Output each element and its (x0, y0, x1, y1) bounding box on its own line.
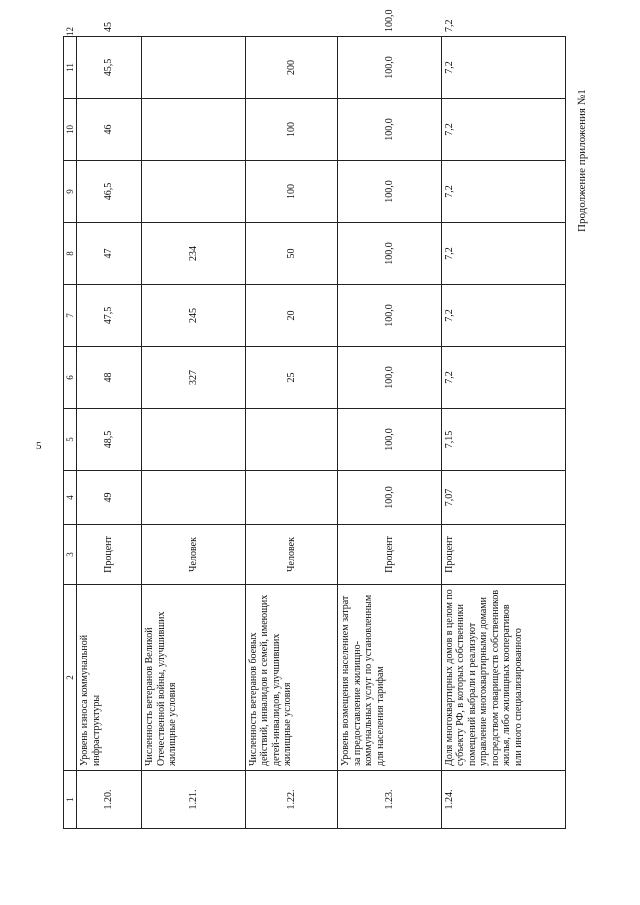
value-cell-col-7: 100,0 (338, 285, 441, 347)
value-cell-col-7: 20 (245, 285, 338, 347)
page-number: 5 (36, 440, 42, 452)
unit-of-measure: Человек (142, 525, 245, 585)
value-cell-col-8: 100,0 (338, 223, 441, 285)
unit-of-measure: Человек (245, 525, 338, 585)
value-cell-col-6: 48 (77, 347, 142, 409)
row-number: 1.21. (142, 771, 245, 829)
value-cell-col-7: 47,5 (77, 285, 142, 347)
table-row: 1.23. Уровень возмещения населением затрат за предоставление жилищно-коммунальных услуг по установленным для населения тарифам Процент 100,0 100,0 100,0 100,0 100,0 100,0 100,0 100,0 100,0 (338, 37, 441, 829)
value-cell-col-11: 45,5 (77, 37, 142, 99)
indicator-name: Уровень возмещения населением затрат за предоставление жилищно-коммунальных услуг по установленным для населения тарифам (338, 585, 441, 771)
value-cell-col-10: 100 (245, 99, 338, 161)
table-row: 1.24. Доля многоквартирных домов в целом по субъекту РФ, в которых собственники помещений выбрали и реализуют управление многоквартирными домами посредством товариществ собственников жилья, либо жилищных кооперативов или иного специализированного Процент 7,07 7,15 7,2 7,2 7,2 7,2 7,2 7,2 7,2 (441, 37, 565, 829)
value-cell-col-6: 100,0 (338, 347, 441, 409)
value-cell-col-4 (142, 471, 245, 525)
column-number-8: 8 (64, 223, 77, 285)
value-cell-col-7: 245 (142, 285, 245, 347)
column-number-3: 3 (64, 525, 77, 585)
value-cell-col-6: 7,2 (441, 347, 565, 409)
value-cell-col-7: 7,2 (441, 285, 565, 347)
indicator-name: Численность ветеранов Великой Отечественной войны, улучшивших жилищные условия (142, 585, 245, 771)
continuation-label: Продолжение приложения №1 (576, 89, 588, 232)
column-number-6: 6 (64, 347, 77, 409)
column-number-9: 9 (64, 161, 77, 223)
indicator-name: Доля многоквартирных домов в целом по субъекту РФ, в которых собственники помещений выбрали и реализуют управление многоквартирными домами посредством товариществ собственников жилья, либо жилищных кооперативов или иного специализированного (441, 585, 565, 771)
unit-of-measure: Процент (77, 525, 142, 585)
value-cell-col-6: 327 (142, 347, 245, 409)
table-row (245, 37, 338, 829)
value-cell-col-11: 7,2 (441, 37, 565, 99)
column-number-1: 1 (64, 771, 77, 829)
value-cell-col-10: 100,0 (338, 99, 441, 161)
value-cell-col-4: 100,0 (338, 471, 441, 525)
indicators-table (63, 9, 566, 829)
value-cell-col-8: 50 (245, 223, 338, 285)
value-cell-col-5 (142, 409, 245, 471)
row-number: 1.23. (338, 771, 441, 829)
unit-of-measure: Процент (441, 525, 565, 585)
value-cell-col-11: 100,0 (338, 37, 441, 99)
column-number-5: 5 (64, 409, 77, 471)
value-cell-col-5: 7,15 (441, 409, 565, 471)
value-cell-col-10: 46 (77, 99, 142, 161)
column-number-2: 2 (64, 585, 77, 771)
value-cell-col-4: 7,07 (441, 471, 565, 525)
value-cell-col-8: 47 (77, 223, 142, 285)
column-number-4: 4 (64, 471, 77, 525)
column-number-11: 11 (64, 37, 77, 99)
value-cell-col-9: 7,2 (441, 161, 565, 223)
value-cell-col-9: 46,5 (77, 161, 142, 223)
indicator-name: Численность ветеранов боевых действий, инвалидов и семей, имеющих детей-инвалидов, улучшивших жилищные условия (245, 585, 338, 771)
value-cell-col-8: 234 (142, 223, 245, 285)
row-number: 1.22. (245, 771, 338, 829)
value-cell-col-5 (245, 409, 338, 471)
value-cell-col-6: 25 (245, 347, 338, 409)
value-cell-col-5: 100,0 (338, 409, 441, 471)
row-number: 1.24. (441, 771, 565, 829)
value-cell-col-11: 200 (245, 37, 338, 99)
value-cell-col-8: 7,2 (441, 223, 565, 285)
value-cell-col-5: 48,5 (77, 409, 142, 471)
unit-of-measure: Процент (338, 525, 441, 585)
indicator-name: Уровень износа коммунальной инфраструктуры (77, 585, 142, 771)
value-cell-col-10 (142, 99, 245, 161)
value-cell-col-9: 100 (245, 161, 338, 223)
value-cell-col-9: 100,0 (338, 161, 441, 223)
table-row: 1.20. Уровень износа коммунальной инфраструктуры Процент 49 48,5 48 47,5 47 46,5 46 45,5 45 (77, 37, 142, 829)
value-cell-col-4 (245, 471, 338, 525)
value-cell-col-9 (142, 161, 245, 223)
column-number-row: 1 2 3 4 5 6 7 8 9 10 11 12 (64, 37, 77, 829)
value-cell-col-4: 49 (77, 471, 142, 525)
column-number-7: 7 (64, 285, 77, 347)
value-cell-col-11 (142, 37, 245, 99)
indicators-table-container (63, 9, 566, 829)
column-number-10: 10 (64, 99, 77, 161)
row-number: 1.20. (77, 771, 142, 829)
table-row (142, 37, 245, 829)
value-cell-col-10: 7,2 (441, 99, 565, 161)
